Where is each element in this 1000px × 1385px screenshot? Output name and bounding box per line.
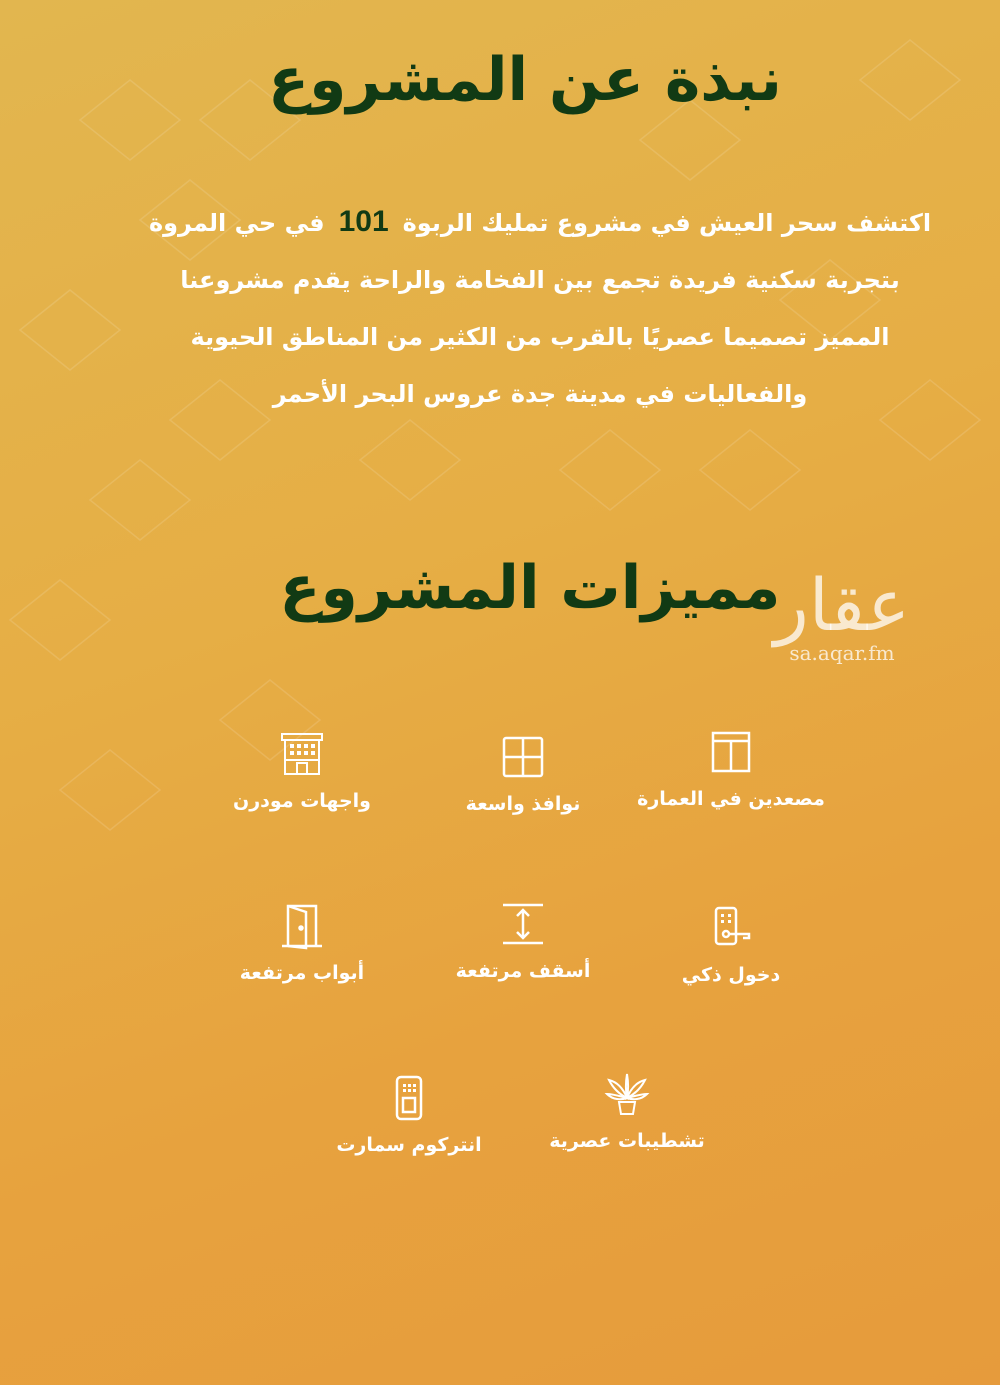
feature-label: انتركوم سمارت [336,1134,482,1156]
about-line-3: المميز تصميما عصريًا بالقرب من الكثير من المناطق الحيوية [190,323,890,351]
feature-smart-intercom [299,1074,519,1156]
about-line-1-start: اكتشف سحر العيش في مشروع تمليك الربوة [402,209,932,237]
feature-high-doors [192,902,412,984]
plant-icon [603,1070,651,1118]
intercom-icon [385,1074,433,1122]
feature-label: دخول ذكي [681,964,781,986]
smart-lock-icon [707,904,755,952]
project-number: 101 [338,205,389,238]
feature-label: نوافذ واسعة [465,793,581,815]
feature-high-ceilings [413,900,633,982]
ceiling-height-icon [499,900,547,948]
feature-label: تشطيبات عصرية [549,1130,705,1152]
about-line-2: بتجربة سكنية فريدة تجمع بين الفخامة والراحة يقدم مشروعنا [180,266,900,294]
door-icon [278,902,326,950]
building-facade-icon [278,730,326,778]
feature-modern-finishes [517,1070,737,1152]
feature-windows [413,733,633,815]
about-description [130,193,950,423]
about-title: نبذة عن المشروع [268,45,782,115]
about-line-1 [130,193,950,252]
watermark-logo: عقار [773,563,911,647]
feature-label: أبواب مرتفعة [239,962,365,984]
watermark-url: sa.aqar.fm [789,641,895,665]
features-title: مميزات المشروع [279,553,781,623]
feature-label: واجهات مودرن [233,790,371,812]
window-icon [499,733,547,781]
feature-facades [192,730,412,812]
feature-label: أسقف مرتفعة [455,960,591,982]
feature-smart-entry [621,904,841,986]
about-line-1-end: في حي المروة [148,209,325,237]
about-line-4: والفعاليات في مدينة جدة عروس البحر الأحمر [272,380,808,408]
feature-label: مصعدين في العمارة [637,788,825,810]
elevator-icon [707,728,755,776]
feature-elevators [621,728,841,810]
watermark [762,565,922,665]
